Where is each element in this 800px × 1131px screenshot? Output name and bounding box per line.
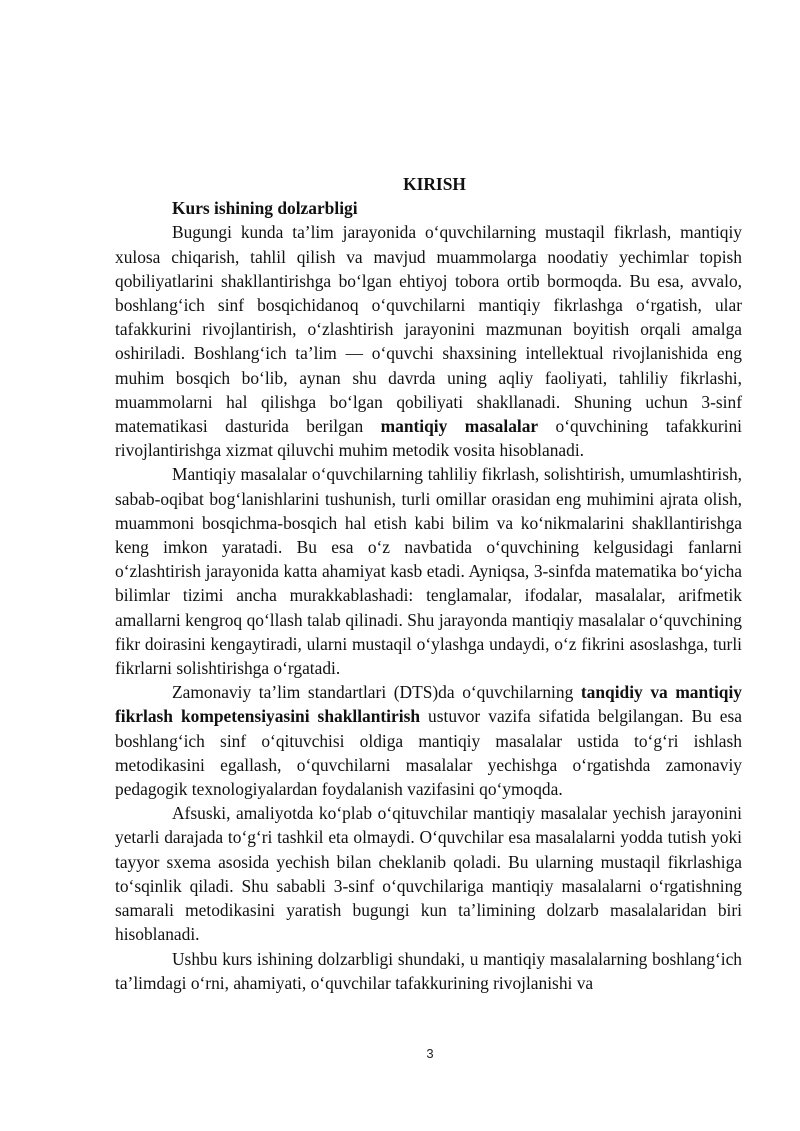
paragraph-text: o‘quvchining tafakkurini rivojlantirishga xizmat qiluvchi muhim metodik vosita hisoblanadi. — [115, 416, 742, 461]
section-heading: KIRISH — [403, 174, 466, 194]
page-number: 3 — [426, 1046, 434, 1061]
bold-term: mantiqiy masalalar — [380, 416, 539, 437]
paragraph-2 — [115, 462, 742, 680]
paragraph-text: Bugungi kunda ta’lim jarayonida o‘quvchilarning mustaqil fikrlash, mantiqiy xulosa chiqarish, tahlil qilish va mavjud muammolarga noodatiy yechimlar topish qobiliyatlarini shakllantirishga bo‘lgan ehtiyoj tobora ortib bormoqda. Bu esa, avvalo, boshlang‘ich sinf bosqichidanoq o‘quvchilarni mantiqiy fikrlashga o‘rgatish, ular tafakkurini rivojlantirish, o‘zlashtirish jarayonini mazmunan boyitish orqali amalga oshiriladi. Boshlang‘ich ta’lim — o‘quvchi shaxsining intellektual rivojlanishida eng muhim bosqich bo‘lib, aynan shu davrda uning aqliy faoliyati, tahliliy fikrlashi, muammolarni hal qilishga bo‘lgan qobiliyati shakllanadi. Shuning uchun 3-sinf matematikasi dasturida berilgan — [115, 222, 742, 437]
paragraph-text: Afsuski, amaliyotda ko‘plab o‘qituvchilar mantiqiy masalalar yechish jarayonini yetarli darajada to‘g‘ri tashkil eta olmaydi. O‘quvchilar esa masalalarni yodda tutish yoki tayyor sxema asosida yechish bilan cheklanib qoladi. Bu ularning mustaqil fikrlashiga to‘sqinlik qiladi. Shu sababli 3-sinf o‘quvchilariga mantiqiy masalalarni o‘rgatishning samarali metodikasini yaratish bugungi kun ta’limining dolzarb masalalaridan biri hisoblanadi. — [115, 803, 742, 945]
document-body — [115, 172, 742, 995]
paragraph-text: ustuvor vazifa sifatida belgilangan. Bu esa boshlang‘ich sinf o‘qituvchisi oldiga mantiqiy masalalar ustida to‘g‘ri ishlash metodikasini egallash, o‘quvchilarni masalalar yechishga o‘rgatishda zamonaviy pedagogik texnologiyalardan foydalanish vazifasini qo‘ymoqda. — [115, 706, 742, 800]
paragraph-text: Ushbu kurs ishining dolzarbligi shundaki, u mantiqiy masalalarning boshlang‘ich ta’limdagi o‘rni, ahamiyati, o‘quvchilar tafakkurining rivojlanishi va — [115, 948, 742, 993]
paragraph-4 — [115, 801, 742, 946]
paragraph-5 — [115, 947, 742, 995]
paragraph-3 — [115, 680, 742, 801]
paragraph-text: Zamonaviy ta’lim standartlari (DTS)da o‘quvchilarning — [172, 682, 581, 703]
bold-term: tanqidiy va mantiqiy fikrlash kompetensiyasini shakllantirish — [115, 682, 742, 727]
paragraph-1 — [115, 220, 742, 462]
subsection-heading: Kurs ishining dolzarbligi — [172, 198, 358, 219]
paragraph-text: Mantiqiy masalalar o‘quvchilarning tahliliy fikrlash, solishtirish, umumlashtirish, sabab-oqibat bog‘lanishlarini tushunish, turli omillar orasidan eng muhimini ajrata olish, muammoni bosqichma-bosqich hal etish kabi bilim va ko‘nikmalarini shakllantirishga keng imkon yaratadi. Bu esa o‘z navbatida o‘quvchining kelgusidagi fanlarni o‘zlashtirish jarayonida katta ahamiyat kasb etadi. Ayniqsa, 3-sinfda matematika bo‘yicha bilimlar tizimi ancha murakkablashadi: tenglamalar, ifodalar, masalalar, arifmetik amallarni kengroq qo‘llash talab qilinadi. Shu jarayonda mantiqiy masalalar o‘quvchining fikr doirasini kengaytiradi, ularni mustaqil o‘ylashga undaydi, o‘z fikrini asoslashga, turli fikrlarni solishtirishga o‘rgatadi. — [115, 464, 742, 679]
